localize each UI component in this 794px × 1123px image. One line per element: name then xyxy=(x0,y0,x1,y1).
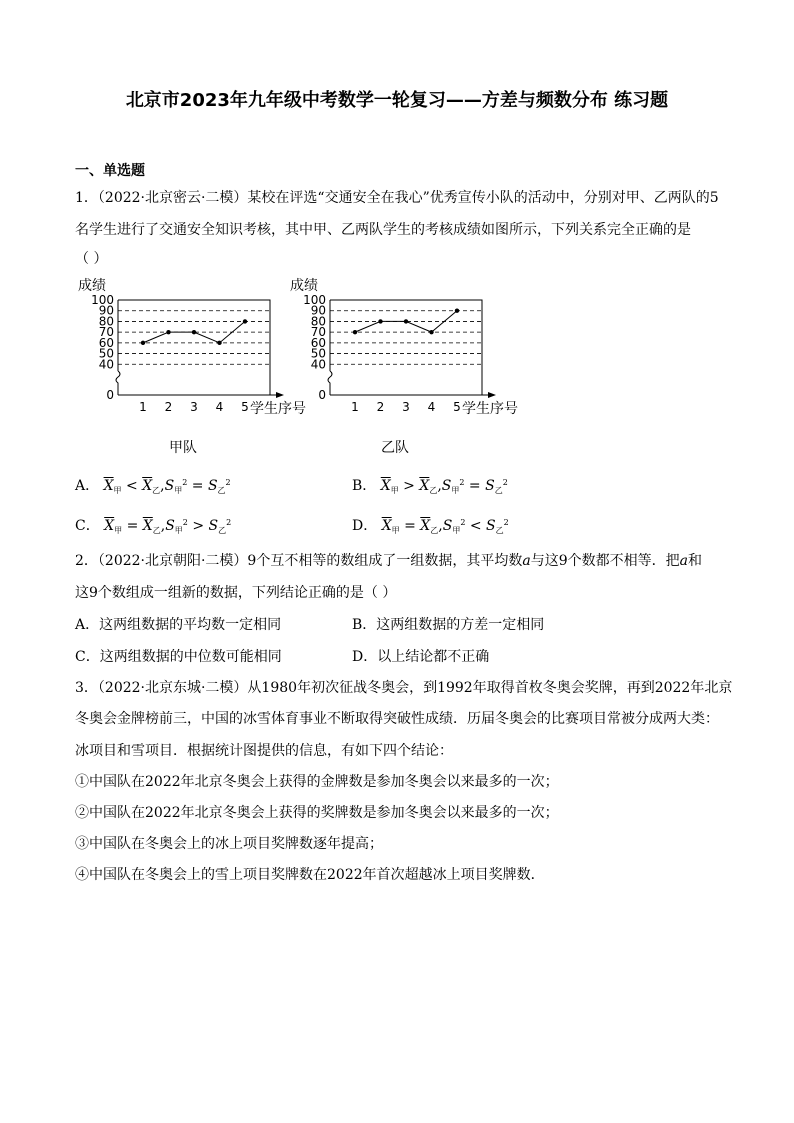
y-axis-label: 成绩 xyxy=(290,278,318,294)
y-axis-label: 成绩 xyxy=(78,278,106,294)
y-tick-label: 50 xyxy=(98,346,114,361)
q2-line-1: 2．（2022·北京朝阳·二模）9个互不相等的数组成了一组数据，其平均数a与这9个数都不相等．把a和 xyxy=(75,553,702,569)
y-tick-label: 80 xyxy=(98,314,114,329)
q2-line-2: 这9个数组成一组新的数据，下列结论正确的是（ ） xyxy=(75,585,397,601)
data-point xyxy=(141,341,145,345)
q1-option-a[interactable]: A． $\overline{X}_甲 < \overline{X}_乙,S_甲^2 = S_乙^2$ xyxy=(75,478,231,495)
q1-line-3: （ ） xyxy=(75,251,108,267)
y-tick-label: 0 xyxy=(318,388,326,402)
page-title: 北京市2023年九年级中考数学一轮复习——方差与频数分布 练习题 xyxy=(125,90,669,111)
y-tick-label: 60 xyxy=(310,335,326,350)
q3-conclusion-2: ②中国队在2022年北京冬奥会上获得的奖牌数是参加冬奥会以来最多的一次； xyxy=(75,805,559,821)
chart-yi xyxy=(290,277,518,456)
q2-option-c[interactable]: C．这两组数据的中位数可能相同 xyxy=(75,649,282,665)
y-tick-label: 70 xyxy=(310,325,326,340)
y-tick-label: 50 xyxy=(310,346,326,361)
x-axis-label: 学生序号 xyxy=(462,401,518,417)
x-tick-label: 5 xyxy=(453,400,461,414)
x-tick-label: 3 xyxy=(190,400,198,414)
x-axis-arrow xyxy=(488,392,496,398)
chart-jia xyxy=(78,277,306,456)
data-point xyxy=(243,319,247,323)
chart-caption: 甲队 xyxy=(169,440,197,456)
data-point xyxy=(353,330,357,334)
x-tick-label: 3 xyxy=(402,400,410,414)
x-tick-label: 1 xyxy=(351,400,359,414)
y-tick-label: 70 xyxy=(98,325,114,340)
q3-conclusion-3: ③中国队在冬奥会上的冰上项目奖牌数逐年提高； xyxy=(75,836,383,852)
y-tick-label: 90 xyxy=(98,303,114,318)
x-tick-label: 2 xyxy=(164,400,173,414)
q3-line-3: 冰项目和雪项目．根据统计图提供的信息，有如下四个结论： xyxy=(75,743,453,759)
data-point xyxy=(378,319,382,323)
y-tick-label: 100 xyxy=(303,293,326,307)
y-tick-label: 40 xyxy=(310,357,326,372)
q3-conclusion-4: ④中国队在冬奥会上的雪上项目奖牌数在2022年首次超越冰上项目奖牌数． xyxy=(75,867,545,883)
x-axis-arrow xyxy=(276,392,284,398)
q2-option-d[interactable]: D．以上结论都不正确 xyxy=(352,649,490,665)
x-tick-label: 4 xyxy=(215,400,224,414)
q1-option-d[interactable]: D． $\overline{X}_甲 = \overline{X}_乙,S_甲^2 < S_乙^2$ xyxy=(352,518,509,535)
q1-charts xyxy=(70,270,550,460)
y-tick-label: 60 xyxy=(98,335,114,350)
chart-frame xyxy=(330,300,482,395)
section-heading: 一、单选题 xyxy=(75,163,145,179)
x-tick-label: 4 xyxy=(427,400,436,414)
q2-option-b[interactable]: B．这两组数据的方差一定相同 xyxy=(352,617,545,633)
q3-conclusion-1: ①中国队在2022年北京冬奥会上获得的金牌数是参加冬奥会以来最多的一次； xyxy=(75,774,559,790)
data-point xyxy=(217,341,221,345)
data-point xyxy=(455,309,459,313)
q1-option-b[interactable]: B． $\overline{X}_甲 > \overline{X}_乙,S_甲^2 = S_乙^2$ xyxy=(352,478,508,495)
y-tick-label: 80 xyxy=(310,314,326,329)
data-point xyxy=(192,330,196,334)
q2-option-a[interactable]: A．这两组数据的平均数一定相同 xyxy=(75,617,282,633)
y-tick-label: 0 xyxy=(106,388,114,402)
chart-frame xyxy=(118,300,270,395)
chart-caption: 乙队 xyxy=(381,440,409,456)
x-tick-label: 1 xyxy=(139,400,147,414)
q1-line-2: 名学生进行了交通安全知识考核，其中甲、乙两队学生的考核成绩如图所示，下列关系完全正确的是 xyxy=(75,222,691,238)
q3-line-1: 3．（2022·北京东城·二模）从1980年初次征战冬奥会，到1992年取得首枚冬奥会奖牌，再到2022年北京 xyxy=(75,680,733,696)
x-axis-label: 学生序号 xyxy=(250,401,306,417)
data-point xyxy=(404,319,408,323)
y-tick-label: 100 xyxy=(91,293,114,307)
q3-line-2: 冬奥会金牌榜前三，中国的冰雪体育事业不断取得突破性成绩．历届冬奥会的比赛项目常被分成两大类： xyxy=(75,711,719,727)
q1-line-1: 1．（2022·北京密云·二模）某校在评选“交通安全在我心”优秀宣传小队的活动中，分别对甲、乙两队的5 xyxy=(75,190,719,206)
y-tick-label: 90 xyxy=(310,303,326,318)
y-axis-break xyxy=(328,371,332,395)
data-point xyxy=(429,330,433,334)
y-tick-label: 40 xyxy=(98,357,114,372)
y-axis-break xyxy=(116,371,120,395)
q1-option-c[interactable]: C． $\overline{X}_甲 = \overline{X}_乙,S_甲^2 > S_乙^2$ xyxy=(75,518,232,535)
data-point xyxy=(166,330,170,334)
x-tick-label: 5 xyxy=(241,400,249,414)
x-tick-label: 2 xyxy=(376,400,385,414)
